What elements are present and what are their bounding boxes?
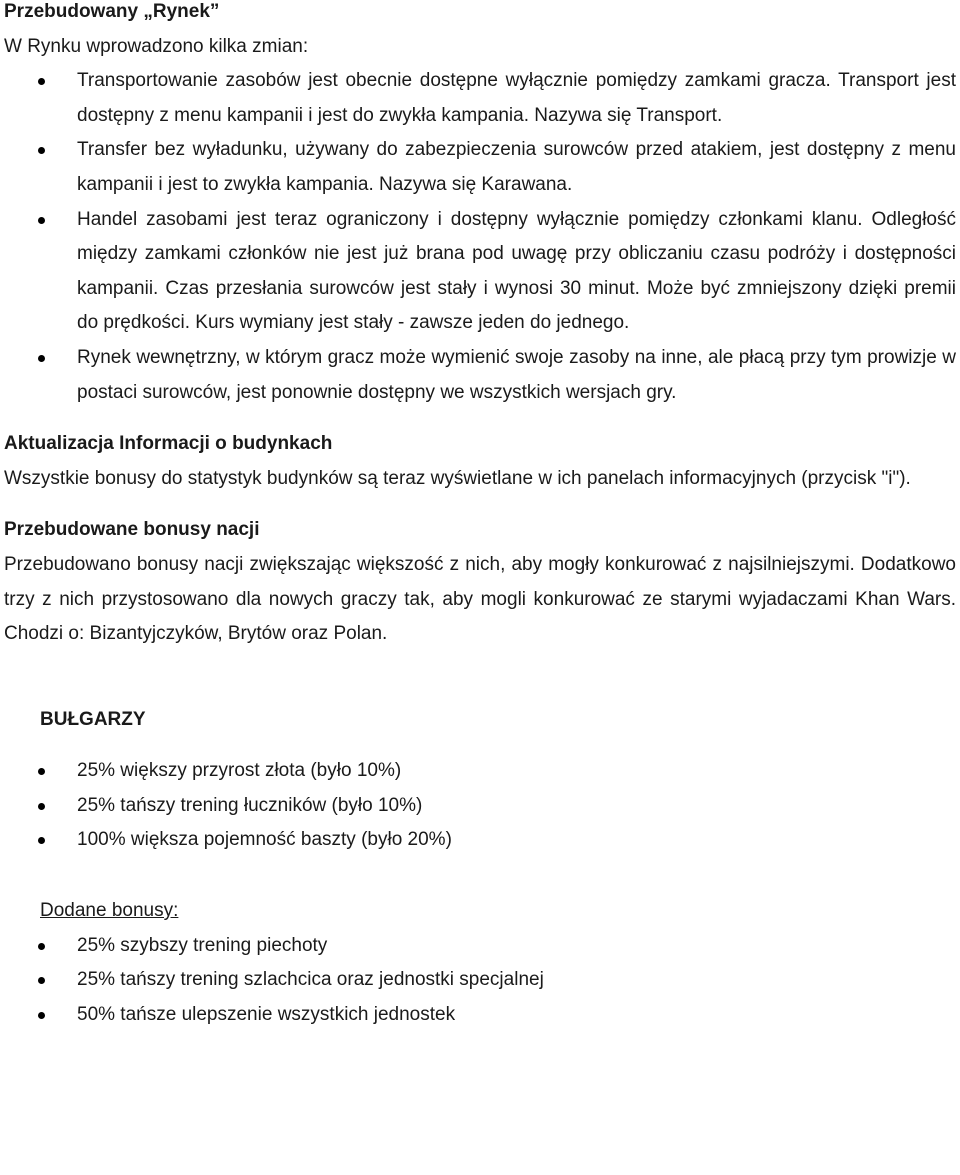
spacer bbox=[4, 858, 956, 894]
list-item bbox=[4, 789, 956, 824]
spacer bbox=[4, 652, 956, 703]
bullet-icon bbox=[38, 768, 45, 775]
list-item-text: Transportowanie zasobów jest obecnie dostępne wyłącznie pomiędzy zamkami gracza. Transport jest dostępny z menu kampanii i jest do zwykła kampania. Nazywa się Transport. bbox=[77, 70, 956, 126]
bullet-icon bbox=[38, 943, 45, 950]
section-title-bulgarians: BUŁGARZY bbox=[40, 708, 146, 730]
list-item-text: Handel zasobami jest teraz ograniczony i dostępny wyłącznie pomiędzy członkami klanu. Odległość między zamkami członków nie jest już brana pod uwagę przy obliczaniu czasu podróży i dostępności kampanii. Czas przesłania surowców jest stały i wynosi 30 minut. Może być zmniejszony dzięki premii do prędkości. Kurs wymiany jest stały - zawsze jeden do jednego. bbox=[77, 208, 956, 334]
bullet-icon bbox=[38, 977, 45, 984]
list-item bbox=[4, 963, 956, 998]
buildings-body: Wszystkie bonusy do statystyk budynków są teraz wyświetlane w ich panelach informacyjnych (przycisk "i"). bbox=[4, 467, 911, 489]
list-item bbox=[4, 64, 956, 133]
nation-bonuses-body: Przebudowano bonusy nacji zwiększając większość z nich, aby mogły konkurować z najsilniejszymi. Dodatkowo trzy z nich przystosowano dla nowych graczy tak, aby mogli konkurować ze starymi wyjadaczami Khan Wars. Chodzi o: Bizantyjczyków, Brytów oraz Polan. bbox=[4, 553, 956, 645]
bulgarian-bonuses-list bbox=[4, 754, 956, 858]
market-changes-list bbox=[4, 64, 956, 410]
bullet-icon bbox=[38, 837, 45, 844]
added-bonuses-list bbox=[4, 929, 956, 1033]
market-intro: W Rynku wprowadzono kilka zmian: bbox=[4, 35, 309, 57]
spacer bbox=[4, 496, 956, 513]
list-item-text: 25% szybszy trening piechoty bbox=[77, 934, 328, 956]
list-item-text: 25% tańszy trening łuczników (było 10%) bbox=[77, 794, 423, 816]
spacer bbox=[4, 410, 956, 427]
spacer bbox=[4, 737, 956, 754]
bullet-icon bbox=[38, 803, 45, 810]
list-item-text: 50% tańsze ulepszenie wszystkich jednostek bbox=[77, 1003, 456, 1025]
bullet-icon bbox=[38, 355, 45, 362]
section-title-buildings: Aktualizacja Informacji o budynkach bbox=[4, 433, 333, 455]
list-item-text: 25% tańszy trening szlachcica oraz jednostki specjalnej bbox=[77, 969, 544, 991]
bullet-icon bbox=[38, 217, 45, 224]
list-item-text: Rynek wewnętrzny, w którym gracz może wymienić swoje zasoby na inne, ale płacą przy tym prowizje w postaci surowców, jest ponownie dostępny we wszystkich wersjach gry. bbox=[77, 346, 956, 403]
list-item bbox=[4, 929, 956, 964]
document-page bbox=[4, 0, 956, 1032]
list-item bbox=[4, 203, 956, 341]
list-item-text: 100% większa pojemność baszty (było 20%) bbox=[77, 829, 452, 851]
added-bonuses-title: Dodane bonusy: bbox=[40, 900, 179, 922]
list-item bbox=[4, 998, 956, 1033]
list-item bbox=[4, 823, 956, 858]
bullet-icon bbox=[38, 78, 45, 85]
list-item-text: Transfer bez wyładunku, używany do zabezpieczenia surowców przed atakiem, jest dostępny z menu kampanii i jest to zwykła kampania. Nazywa się Karawana. bbox=[77, 139, 956, 195]
list-item bbox=[4, 754, 956, 789]
list-item bbox=[4, 133, 956, 202]
list-item-text: 25% większy przyrost złota (było 10%) bbox=[77, 760, 402, 782]
bullet-icon bbox=[38, 1012, 45, 1019]
section-title-market: Przebudowany „Rynek” bbox=[4, 1, 220, 22]
list-item bbox=[4, 341, 956, 410]
section-title-nation-bonuses: Przebudowane bonusy nacji bbox=[4, 519, 260, 541]
bullet-icon bbox=[38, 147, 45, 154]
